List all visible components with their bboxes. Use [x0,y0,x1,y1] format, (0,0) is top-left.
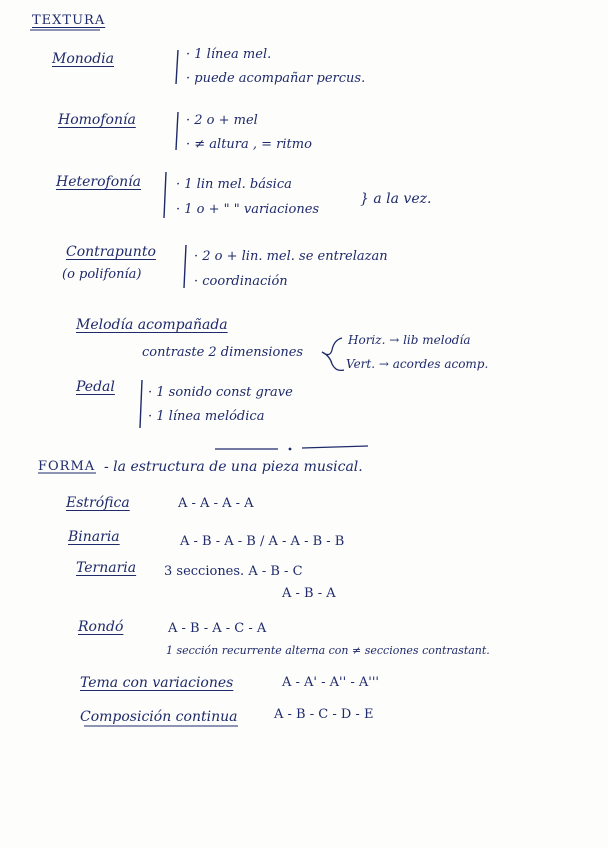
pedal-label: Pedal [76,379,115,395]
forma-item-ternaria-scheme-2: A - B - A [282,586,336,601]
contrapunto-line-2: · coordinación [194,274,288,289]
heterofonia-note: } a la vez. [360,191,432,207]
textura-title: TEXTURA [32,13,106,28]
forma-item-tema-label: Tema con variaciones [80,675,234,691]
forma-item-rondo-note: 1 sección recurrente alterna con ≠ secciones contrastant. [166,644,490,657]
heterofonia-line-1: · 1 lin mel. básica [176,177,292,192]
bracket-monodia [176,50,178,84]
separator-line [215,446,368,449]
homofonia-line-1: · 2 o + mel [186,113,258,128]
forma-item-tema-scheme: A - A' - A'' - A''' [282,675,379,690]
contrapunto-line-1: · 2 o + lin. mel. se entrelazan [194,249,388,264]
pedal-line-1: · 1 sonido const grave [148,385,293,400]
forma-item-estrofica-scheme: A - A - A - A [178,496,254,511]
forma-item-composicion-label: Composición continua [80,709,238,725]
heterofonia-line-2: · 1 o + " " variaciones [176,202,320,217]
forma-item-rondo-label: Rondó [78,619,124,635]
monodia-line-1: · 1 línea mel. [186,47,272,62]
forma-item-estrofica-label: Estrófica [66,495,130,511]
melodia-acomp-label: Melodía acompañada [76,317,228,333]
bracket-homofonia [176,112,178,150]
melodia-acomp-text: contraste 2 dimensiones [142,345,304,360]
forma-item-ternaria-label: Ternaria [76,560,137,576]
forma-definition: - la estructura de una pieza musical. [104,459,363,475]
forma-item-binaria-label: Binaria [68,529,120,545]
monodia-line-2: · puede acompañar percus. [186,71,366,86]
homofonia-label: Homofonía [58,112,136,128]
monodia-label: Monodia [52,51,114,67]
contrapunto-sublabel: (o polifonía) [62,267,142,282]
forma-item-ternaria-scheme: 3 secciones. A - B - C [164,564,303,579]
forma-item-composicion-scheme: A - B - C - D - E [274,707,374,722]
forma-item-rondo-scheme: A - B - A - C - A [168,621,267,636]
bracket-pedal [140,380,142,428]
heterofonia-label: Heterofonía [56,174,141,190]
contrapunto-label: Contrapunto [66,244,156,260]
melodia-acomp-line-2: Vert. → acordes acomp. [346,357,489,371]
bracket-contrapunto [184,245,186,288]
bracket-heterofonia [164,172,166,218]
melodia-acomp-line-1: Horiz. → lib melodía [348,333,471,347]
forma-item-binaria-scheme: A - B - A - B / A - A - B - B [180,534,345,549]
bracket-melodia [322,338,344,370]
separator-dot [289,448,292,451]
homofonia-line-2: · ≠ altura , = ritmo [186,137,312,152]
pedal-line-2: · 1 línea melódica [148,409,265,424]
forma-title: FORMA [38,459,96,474]
